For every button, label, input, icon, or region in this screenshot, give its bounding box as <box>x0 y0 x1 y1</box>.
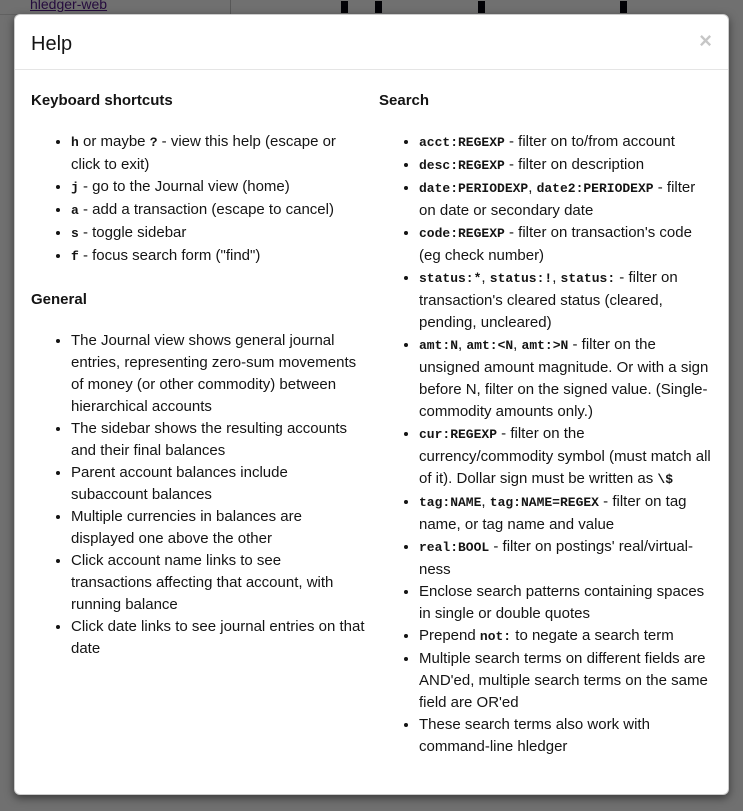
code-term: \$ <box>657 472 674 487</box>
list-item: • Click date links to see journal entries on that date <box>71 616 365 660</box>
list-item: • Parent account balances include subaccount balances <box>71 462 365 506</box>
section-heading: General <box>31 291 87 308</box>
list-item: • f - focus search form ("find") <box>71 245 365 268</box>
list-item: • code:REGEXP - filter on transaction's code (eg check number) <box>419 222 713 267</box>
code-term: j <box>71 180 79 195</box>
code-term: real:BOOL <box>419 540 490 555</box>
list-item: • The sidebar shows the resulting accounts and their final balances <box>71 418 365 462</box>
list-item: • a - add a transaction (escape to cancel) <box>71 199 365 222</box>
left-column <box>31 91 365 768</box>
list-item: • Prepend not: to negate a search term <box>419 625 713 648</box>
code-term: acct:REGEXP <box>419 135 505 150</box>
right-column <box>379 91 713 768</box>
code-term: f <box>71 249 79 264</box>
section-heading: Keyboard shortcuts <box>31 92 173 109</box>
code-term: amt:>N <box>521 338 569 353</box>
list-item: • The Journal view shows general journal entries, representing zero-sum movements of money (or other commodity) between hierarchical accounts <box>71 330 365 418</box>
list-item: • status:*, status:!, status: - filter on transaction's cleared status (cleared, pending, uncleared) <box>419 267 713 334</box>
list-item: • Multiple currencies in balances are displayed one above the other <box>71 506 365 550</box>
list-item: • h or maybe ? - view this help (escape or click to exit) <box>71 131 365 176</box>
list-item: • These search terms also work with command-line hledger <box>419 714 713 758</box>
bullet-list <box>31 131 365 268</box>
bullet-list <box>31 330 365 660</box>
code-term: code:REGEXP <box>419 226 505 241</box>
list-item: • desc:REGEXP - filter on description <box>419 154 713 177</box>
code-term: status:! <box>489 271 553 286</box>
list-item: • Multiple search terms on different fields are AND'ed, multiple search terms on the same field are OR'ed <box>419 648 713 714</box>
bullet-list <box>379 131 713 758</box>
section-heading: Search <box>379 92 430 109</box>
modal-header <box>15 15 728 70</box>
code-term: amt:N <box>419 338 459 353</box>
list-item: • acct:REGEXP - filter on to/from account <box>419 131 713 154</box>
list-item: • Click account name links to see transactions affecting that account, with running balance <box>71 550 365 616</box>
code-term: s <box>71 226 79 241</box>
code-term: status: <box>560 271 616 286</box>
list-item: • Enclose search patterns containing spaces in single or double quotes <box>419 581 713 625</box>
code-term: h <box>71 135 79 150</box>
list-item: • amt:N, amt:<N, amt:>N - filter on the unsigned amount magnitude. Or with a sign before N, filter on the signed value. (Single-commodity amounts only.) <box>419 334 713 423</box>
close-icon[interactable]: × <box>699 28 712 53</box>
modal-title: Help <box>31 33 73 55</box>
code-term: cur:REGEXP <box>419 427 498 442</box>
list-item: • real:BOOL - filter on postings' real/virtual-ness <box>419 536 713 581</box>
list-item: • tag:NAME, tag:NAME=REGEX - filter on tag name, or tag name and value <box>419 491 713 536</box>
code-term: ? <box>149 135 158 150</box>
code-term: status:* <box>419 271 482 286</box>
modal-body <box>15 70 728 788</box>
code-term: tag:NAME=REGEX <box>489 495 599 510</box>
code-term: date2:PERIODEXP <box>536 181 654 196</box>
help-modal <box>14 14 729 795</box>
code-term: a <box>71 203 79 218</box>
code-term: amt:<N <box>466 338 514 353</box>
code-term: not: <box>479 629 512 644</box>
list-item: • date:PERIODEXP, date2:PERIODEXP - filter on date or secondary date <box>419 177 713 222</box>
code-term: date:PERIODEXP <box>419 181 529 196</box>
code-term: tag:NAME <box>419 495 482 510</box>
list-item: • j - go to the Journal view (home) <box>71 176 365 199</box>
list-item: • cur:REGEXP - filter on the currency/commodity symbol (must match all of it). Dollar sign must be written as \$ <box>419 423 713 491</box>
list-item: • s - toggle sidebar <box>71 222 365 245</box>
code-term: desc:REGEXP <box>419 158 505 173</box>
